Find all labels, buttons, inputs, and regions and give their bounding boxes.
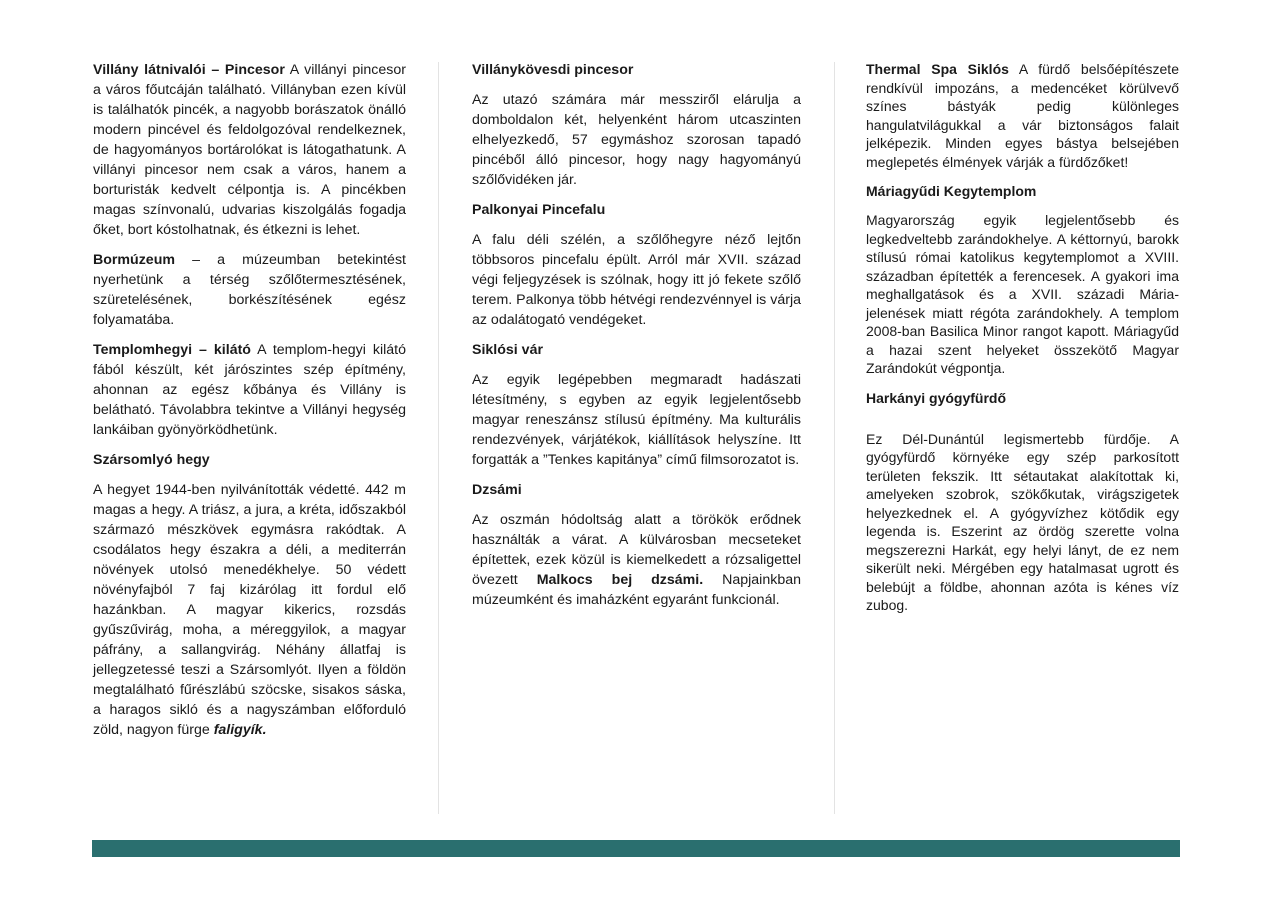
bormuzeum-paragraph: Bormúzeum – a múzeumban betekintést nyerhetünk a térség szőlőtermesztésének, szüretelésének, borkészítésének egész folyamatába. xyxy=(93,252,406,328)
harkany-paragraph: Ez Dél-Dunántúl legismertebb fürdője. A gyógyfürdő környéke egy szép parkosított területen fekszik. Itt sétautakat alakítottak ki, amelyeken szobrok, szökőkutak, virágszigetek helyezkednek el. A gyógyvízhez kötődik egy legenda is. Eszerint az ördög szerette volna megszerezni Harkát, egy helyi lányt, de ez nem sikerült neki. Mérgében egy hatalmasat ugrott és belebújt a földbe, ahonnan azóta is kénes víz zubog. xyxy=(866,430,1179,613)
kilato-title: Templomhegyi – kilátó xyxy=(93,342,251,358)
column-3 xyxy=(866,60,1179,625)
thermal-spa-paragraph: Thermal Spa Siklós A fürdő belsőépítészete rendkívül impozáns, a medencéket körülvevő színes bástyák pedig különleges hangulatvilágukkal a vár biztonságos falait jelképezik. Minden egyes bástya belsejében meglepetés élmények várják a fürdőzőket! xyxy=(866,61,1179,170)
palkonya-paragraph: A falu déli szélén, a szőlőhegyre néző lejtőn többsoros pincefalu épült. Arról már XVII. század végi feljegyzések is szólnak, hogy itt jó fekete szőlő terem. Palkonya több hétvégi rendezvénnyel is várja az odalátogató vendégeket. xyxy=(472,232,801,328)
siklos-var-heading: Siklósi vár xyxy=(472,342,543,358)
dzsami-paragraph: Az oszmán hódoltság alatt a törökök erődnek használták a várat. A külvárosban mecseteket építettek, ezek közül is kiemelkedett a rózsaligettel övezett Malkocs bej dzsámi. Napjainkban múzeumként és imaházként egyaránt funkcionál. xyxy=(472,512,801,608)
mariagyud-heading: Máriagyűdi Kegytemplom xyxy=(866,183,1037,199)
column-2 xyxy=(472,60,801,620)
pincesor-paragraph: Villány látnivalói – Pincesor A villányi pincesor a város főutcáján található. Villányban ezen kívül is találhatók pincék, a nagyobb borászatok önálló modern pincével és feldolgozóval rendelkeznek, de hagyományos bortárolókat is látogathatunk. A villányi pincesor nem csak a város, hanem a borturisták kedvelt célpontja is. A pincékben magas színvonalú, udvarias kiszolgálás fogadja őket, bort kóstolhatnak, és étkezni is lehet. xyxy=(93,62,406,238)
column-divider xyxy=(438,62,439,814)
siklos-var-paragraph: Az egyik legépebben megmaradt hadászati létesítmény, s egyben az egyik legjelentősebb magyar reneszánsz stílusú építmény. Ma kulturális rendezvények, várjátékok, kiállítások helyszíne. Itt forgatták a ”Tenkes kapitánya” című filmsorozatot is. xyxy=(472,372,801,468)
szarsomlyo-paragraph: A hegyet 1944-ben nyilvánították védetté. 442 m magas a hegy. A triász, a jura, a kréta, időszakból származó mészkövek egymásra rakódtak. A csodálatos hegy északra a déli, a mediterrán növények utolsó menedékhelye. 50 védett növényfajból 7 faj kizárólag itt fordul elő hazánkban. A magyar kikerics, rozsdás gyűszűvirág, moha, a méreggyilok, a magyar páfrány, a sallangvirág. Néhány állatfaj is jellegzetessé teszi a Szársomlyót. Ilyen a földön megtalálható fűrészlábú szöcske, sisakos sáska, a haragos sikló és a nagyszámban előforduló zöld, nagyon fürge faligyík. xyxy=(93,482,406,738)
harkany-heading: Harkányi gyógyfürdő xyxy=(866,389,1007,406)
kilato-paragraph: Templomhegyi – kilátó A templom-hegyi kilátó fából készült, két járószintes szép építmény, ahonnan az egész kőbánya és Villány is belátható. Távolabbra tekintve a Villányi hegység lankáiban gyönyörködhetünk. xyxy=(93,342,406,438)
footer-bar xyxy=(92,840,1180,857)
palkonya-heading: Palkonyai Pincefalu xyxy=(472,202,606,218)
villanykovesd-heading: Villánykövesdi pincesor xyxy=(472,62,634,78)
pincesor-title: Villány látnivalói – Pincesor xyxy=(93,62,285,78)
szarsomlyo-heading: Szársomlyó hegy xyxy=(93,452,210,468)
bormuzeum-title: Bormúzeum xyxy=(93,252,175,268)
thermal-spa-title: Thermal Spa Siklós xyxy=(866,61,1009,77)
dzsami-heading: Dzsámi xyxy=(472,482,522,498)
mariagyud-paragraph: Magyarország egyik legjelentősebb és legkedveltebb zarándokhelye. A kéttornyú, barokk stílusú római katolikus kegytemplomot a XVIII. században építették a ferencesek. A gyakori ima meghallgatások és a XVII. századi Mária-jelenések miatt régóta zarándokhely. A templom 2008-ban Basilica Minor rangot kapott. Máriagyűd a hazai szent helyeket összekötő Magyar Zarándokút végpontja. xyxy=(866,212,1179,376)
column-1 xyxy=(93,60,406,750)
column-divider xyxy=(834,62,835,814)
villanykovesd-paragraph: Az utazó számára már messziről elárulja a domboldalon két, helyenként három utcaszinten elhelyezkedő, 57 egymáshoz szorosan tapadó pincéből álló pincesor, hogy nagy hagyományú szőlővidéken jár. xyxy=(472,92,801,188)
